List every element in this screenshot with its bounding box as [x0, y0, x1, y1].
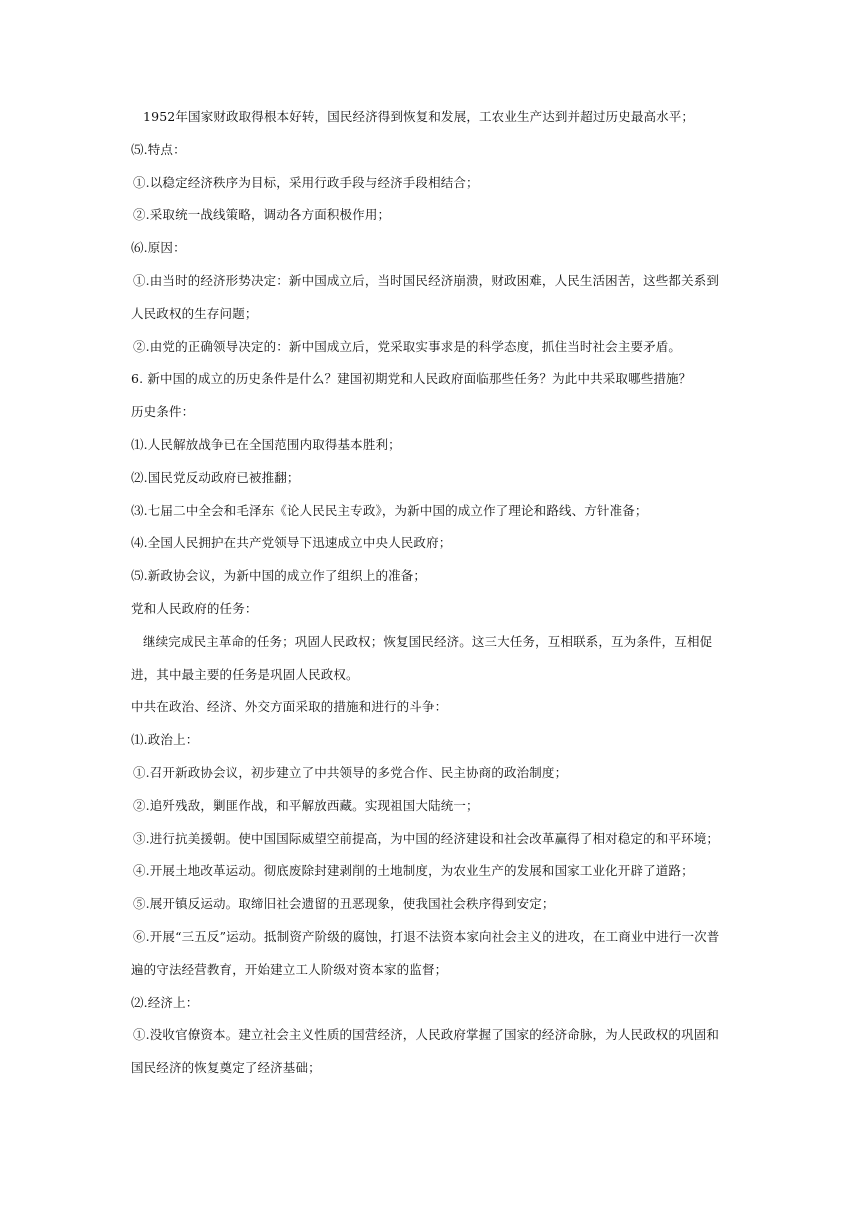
list-item: ⑷.全国人民拥护在共产党领导下迅速成立中央人民政府；: [131, 535, 452, 551]
subheading-tasks: 党和人民政府的任务：: [131, 600, 258, 616]
list-item: ⑥.开展“三五反”运动。抵制资产阶级的腐蚀，打退不法资本家向社会主义的进攻，在工商业中进行一次普: [133, 928, 720, 944]
list-item-continuation: 人民政权的生存问题；: [131, 305, 258, 321]
list-item: ⑴.人民解放战争已在全国范围内取得基本胜利；: [131, 436, 401, 452]
list-item-continuation: 国民经济的恢复奠定了经济基础；: [131, 1060, 321, 1076]
list-item: ⑸.新政协会议，为新中国的成立作了组织上的准备；: [131, 568, 427, 584]
list-item-continuation: 遍的守法经营教育，开始建立工人阶级对资本家的监督；: [131, 961, 448, 977]
paragraph-line: 1952年国家财政取得根本好转，国民经济得到恢复和发展，工农业生产达到并超过历史最高水平；: [143, 109, 695, 124]
question-heading: 6. 新中国的成立的历史条件是什么？建国初期党和人民政府面临那些任务？为此中共采取哪些措施？: [131, 371, 692, 387]
section-heading-economy: ⑵.经济上：: [131, 994, 199, 1010]
list-item: ⑶.七届二中全会和毛泽东《论人民民主专政》，为新中国的成立作了理论和路线、方针准备；: [131, 502, 648, 518]
list-item: ②.追歼残敌，剿匪作战，和平解放西藏。实现祖国大陆统一；: [133, 797, 479, 813]
section-heading-reasons: ⑹.原因：: [131, 240, 186, 256]
list-item: ②.采取统一战线策略，调动各方面积极作用；: [133, 207, 391, 223]
list-item: ⑤.展开镇反运动。取缔旧社会遗留的丑恶现象，使我国社会秩序得到安定；: [133, 896, 555, 912]
list-item: ⑵.国民党反动政府已被推翻；: [131, 469, 300, 485]
subheading-historical-conditions: 历史条件：: [131, 404, 195, 420]
list-item: ③.进行抗美援朝。使中国国际威望空前提高，为中国的经济建设和社会改革赢得了相对稳定的和平环境；: [133, 830, 720, 846]
section-heading-features: ⑸.特点：: [131, 141, 186, 157]
list-item: ④.开展土地改革运动。彻底废除封建剥削的土地制度，为农业生产的发展和国家工业化开辟了道路；: [133, 863, 694, 879]
paragraph-line: 进，其中最主要的任务是巩固人民政权。: [131, 666, 359, 682]
document-body: [131, 109, 731, 1093]
subheading-measures: 中共在政治、经济、外交方面采取的措施和进行的斗争：: [131, 699, 448, 715]
section-heading-politics: ⑴.政治上：: [131, 732, 199, 748]
list-item: ②.由党的正确领导决定的：新中国成立后，党采取实事求是的科学态度，抓住当时社会主要矛盾。: [133, 338, 682, 354]
paragraph-line: 继续完成民主革命的任务；巩固人民政权；恢复国民经济。这三大任务，互相联系，互为条件，互相促: [143, 633, 713, 649]
list-item: ①.由当时的经济形势决定：新中国成立后，当时国民经济崩溃，财政困难，人民生活困苦，这些都关系到: [133, 272, 720, 288]
list-item: ①.召开新政协会议，初步建立了中共领导的多党合作、民主协商的政治制度；: [133, 764, 568, 780]
list-item: ①.以稳定经济秩序为目标，采用行政手段与经济手段相结合；: [133, 174, 479, 190]
list-item: ①.没收官僚资本。建立社会主义性质的国营经济，人民政府掌握了国家的经济命脉，为人民政权的巩固和: [133, 1027, 720, 1043]
